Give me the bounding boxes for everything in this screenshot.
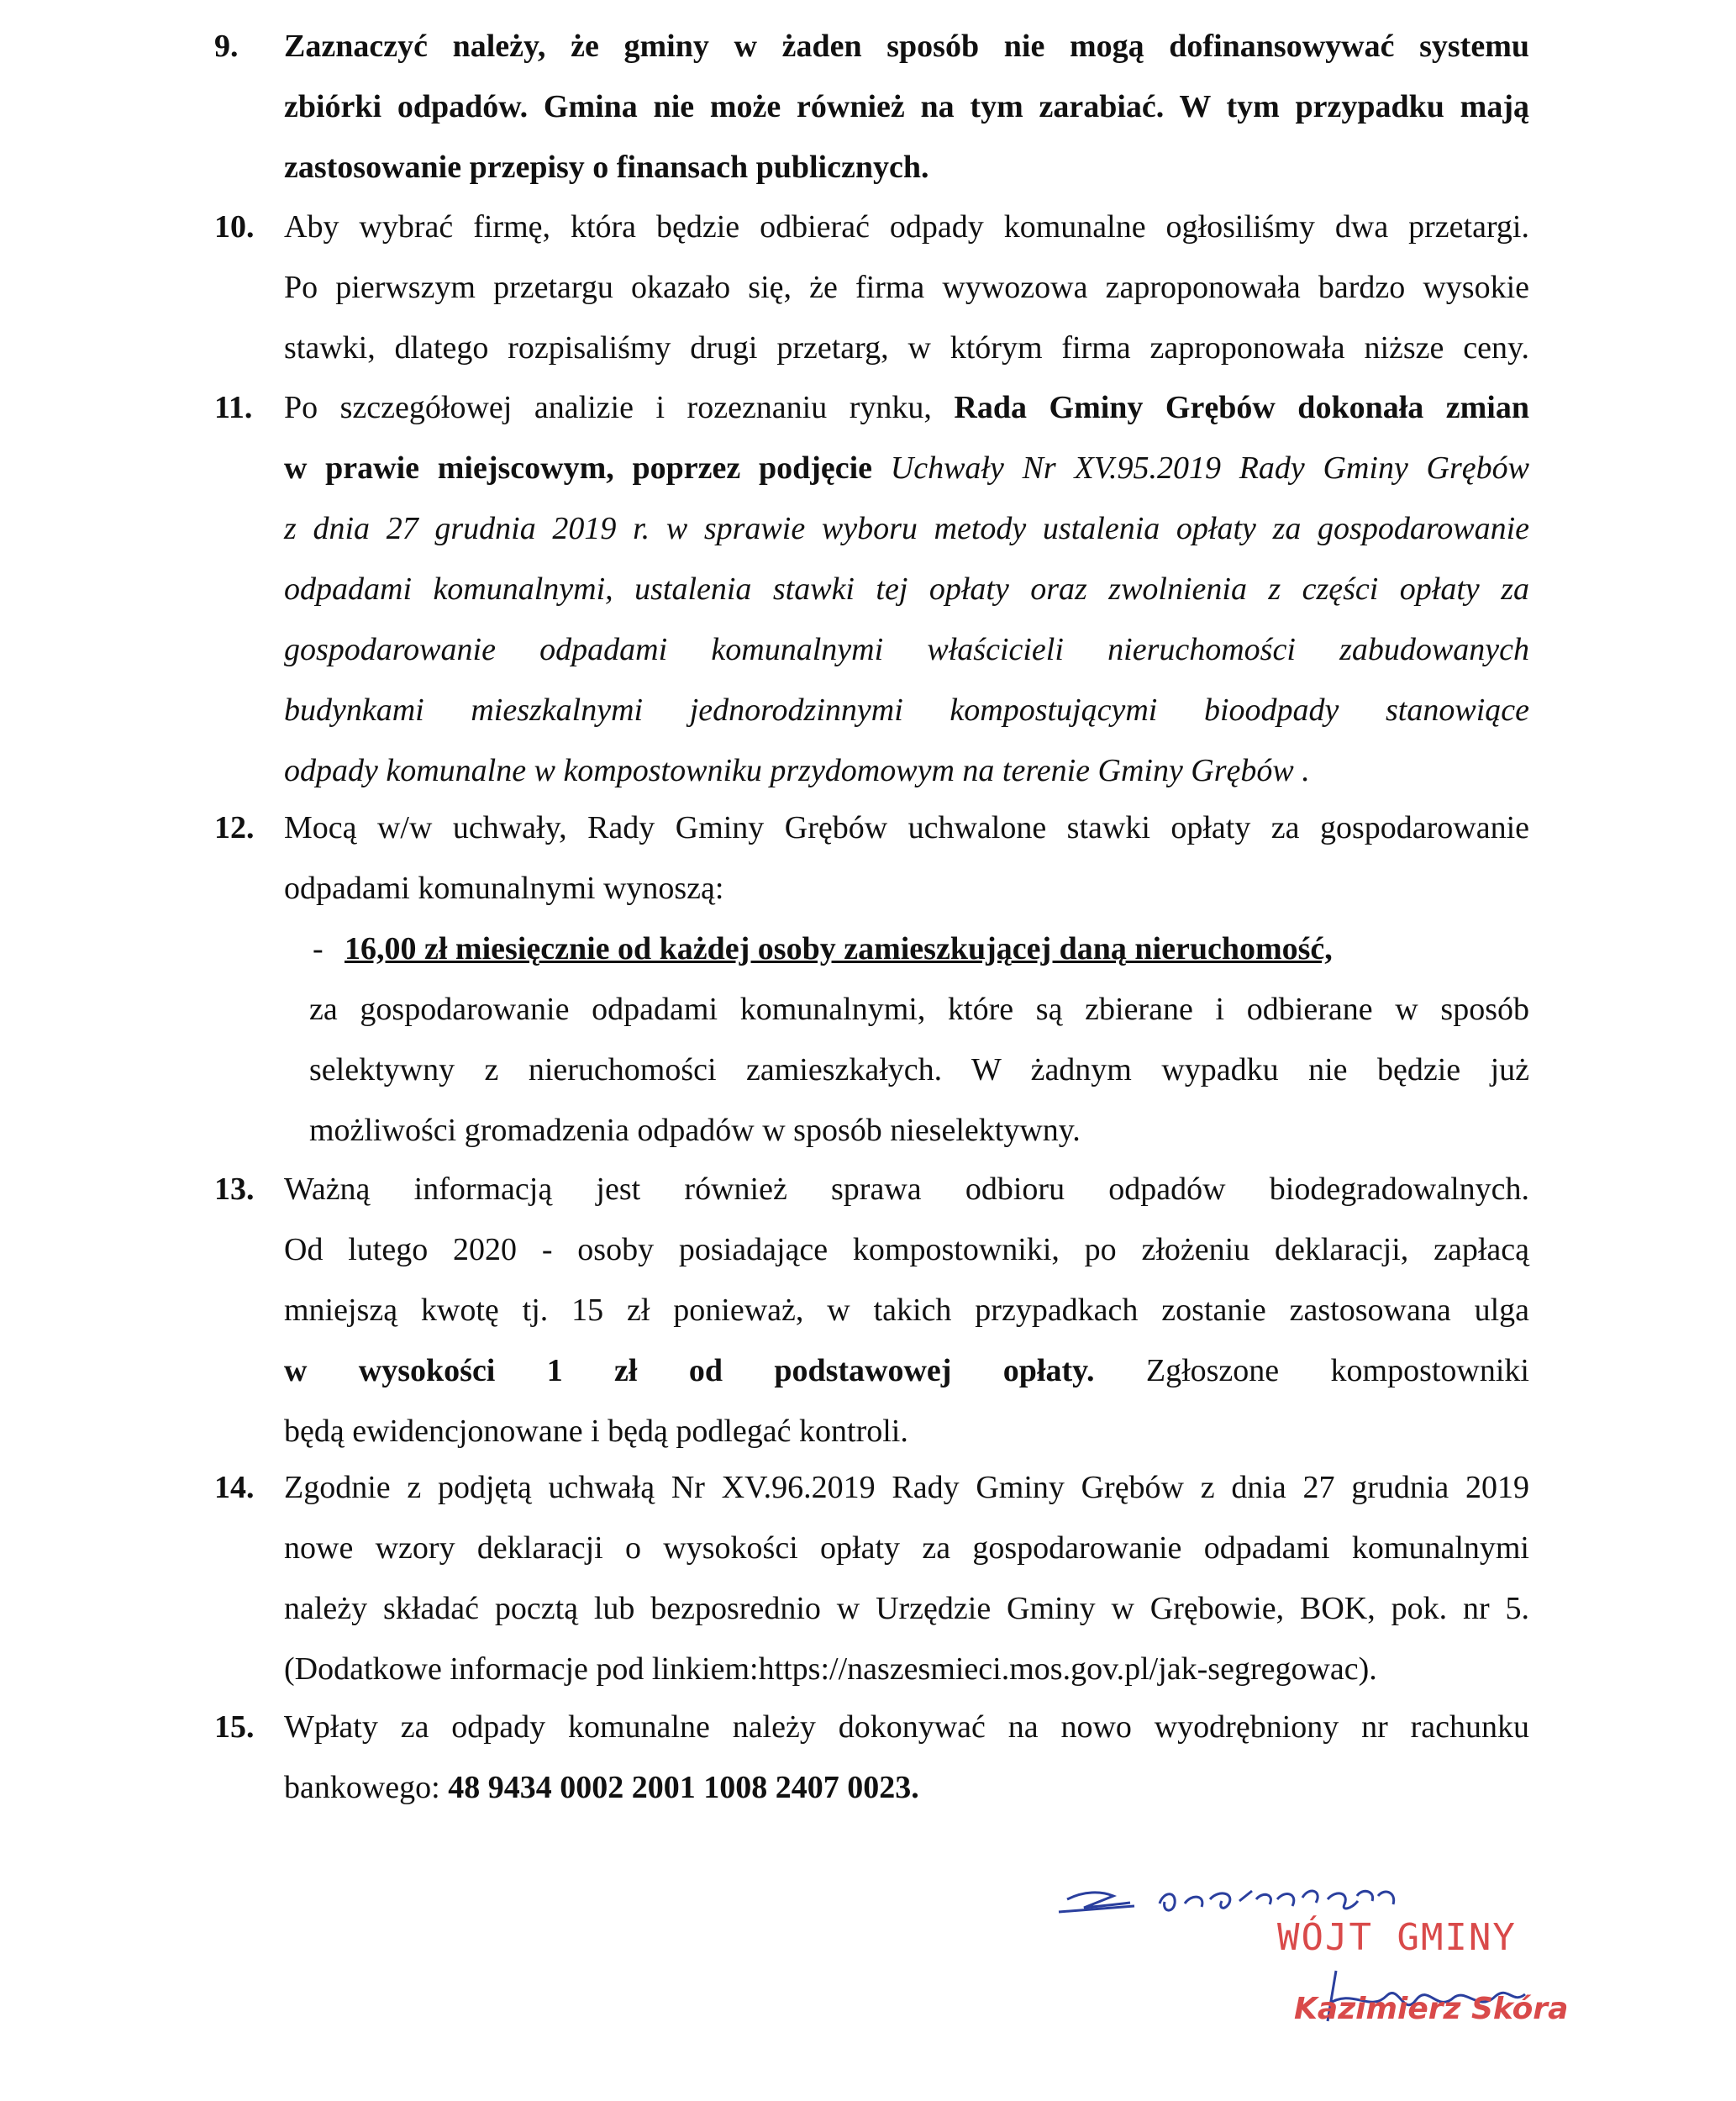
bullet-line: możliwości gromadzenia odpadów w sposób nieselektywny. <box>309 1113 1081 1148</box>
item-line: stawki, dlatego rozpisaliśmy drugi przetarg, w którym firma zaproponowała niższe ceny. <box>284 330 1529 366</box>
item-line: Od lutego 2020 - osoby posiadające kompostowniki, po złożeniu deklaracji, zapłacą <box>284 1232 1529 1267</box>
item-text-bold: w prawie miejscowym, poprzez podjęcie <box>284 450 891 486</box>
item-line <box>284 447 1529 489</box>
item-line: będą ewidencjonowane i będą podlegać kontroli. <box>284 1414 908 1449</box>
item-line: odpadami komunalnymi, ustalenia stawki tej opłaty oraz zwolnienia z części opłaty za <box>284 571 1529 607</box>
item-text: bankowego: <box>284 1770 449 1805</box>
item-line: z dnia 27 grudnia 2019 r. w sprawie wyboru metody ustalenia opłaty za gospodarowanie <box>284 511 1529 546</box>
item-line: mniejszą kwotę tj. 15 zł ponieważ, w takich przypadkach zostanie zastosowana ulga <box>284 1293 1529 1328</box>
item-line: Aby wybrać firmę, która będzie odbierać odpady komunalne ogłosiliśmy dwa przetargi. <box>284 209 1529 245</box>
item-line: zbiórki odpadów. Gmina nie może również na tym zarabiać. W tym przypadku mają <box>284 89 1529 124</box>
item-line: Po pierwszym przetargu okazało się, że firma wywozowa zaproponowała bardzo wysokie <box>284 270 1529 305</box>
item-line: Zaznaczyć należy, że gminy w żaden sposób nie mogą dofinansowywać systemu <box>284 29 1529 64</box>
stamp-title: WÓJT GMINY <box>1277 1916 1517 1959</box>
item-line: gospodarowanie odpadami komunalnymi właścicieli nieruchomości zabudowanych <box>284 632 1529 667</box>
signature-block <box>1042 1866 1580 2067</box>
item-line: Mocą w/w uchwały, Rady Gminy Grębów uchwalone stawki opłaty za gospodarowanie <box>284 810 1529 845</box>
bullet-line <box>345 928 1529 970</box>
item-text-bold: Rada Gminy Grębów dokonała zmian <box>954 390 1529 425</box>
bullet-dash: - <box>313 931 324 966</box>
bullet-line: za gospodarowanie odpadami komunalnymi, które są zbierane i odbierane w sposób <box>309 992 1529 1027</box>
item-line: odpady komunalne w kompostowniku przydomowym na terenie Gminy Grębów . <box>284 753 1310 788</box>
rate-highlight: 16,00 zł miesięcznie od każdej osoby zamieszkującej daną nieruchomość, <box>345 931 1333 966</box>
item-line: budynkami mieszkalnymi jednorodzinnymi kompostującymi bioodpady stanowiące <box>284 692 1529 728</box>
item-number: 14. <box>214 1470 255 1505</box>
item-line: Wpłaty za odpady komunalne należy dokonywać na nowo wyodrębniony nr rachunku <box>284 1709 1529 1745</box>
item-line: zastosowanie przepisy o finansach publicznych. <box>284 150 929 185</box>
item-number: 15. <box>214 1709 255 1745</box>
item-line <box>284 387 1529 429</box>
item-number: 9. <box>214 29 239 64</box>
item-number: 11. <box>214 390 253 425</box>
item-line: Zgodnie z podjętą uchwałą Nr XV.96.2019 Rady Gminy Grębów z dnia 27 grudnia 2019 <box>284 1470 1529 1505</box>
bullet-line: selektywny z nieruchomości zamieszkałych. W żadnym wypadku nie będzie już <box>309 1052 1529 1087</box>
item-line: Ważną informacją jest również sprawa odbioru odpadów biodegradowalnych. <box>284 1172 1529 1207</box>
item-text: Po szczegółowej analizie i rozeznaniu rynku, <box>284 390 955 425</box>
item-line: nowe wzory deklaracji o wysokości opłaty za gospodarowanie odpadami komunalnymi <box>284 1530 1529 1566</box>
item-line: należy składać pocztą lub bezposrednio w Urzędzie Gminy w Grębowie, BOK, pok. nr 5. <box>284 1591 1529 1626</box>
stamp-name: Kazimierz Skóra <box>1294 1992 1569 2026</box>
item-number: 10. <box>214 209 255 245</box>
item-line <box>284 1350 1529 1392</box>
bank-account-number: 48 9434 0002 2001 1008 2407 0023. <box>448 1770 919 1805</box>
item-number: 12. <box>214 810 255 845</box>
item-line <box>284 1767 1529 1809</box>
item-number: 13. <box>214 1172 255 1207</box>
item-text-bold: w wysokości 1 zł od podstawowej opłaty. <box>284 1353 1095 1388</box>
item-line: odpadami komunalnymi wynoszą: <box>284 871 724 906</box>
item-line: (Dodatkowe informacje pod linkiem:https://naszesmieci.mos.gov.pl/jak-segregowac). <box>284 1651 1377 1687</box>
item-text: Zgłoszone kompostowniki <box>1094 1353 1529 1388</box>
item-text-italic: Uchwały Nr XV.95.2019 Rady Gminy Grębów <box>890 450 1529 486</box>
